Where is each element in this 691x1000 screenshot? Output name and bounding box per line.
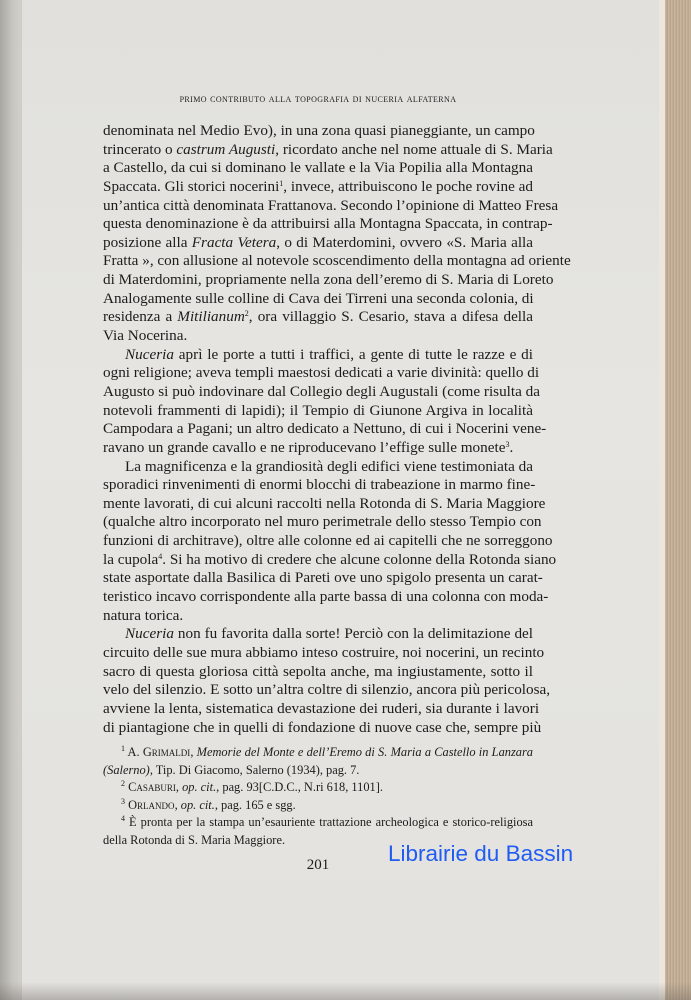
page-number: 201 (306, 857, 330, 873)
body-line (103, 663, 533, 682)
body-line (103, 308, 533, 327)
body-line (103, 196, 559, 216)
text-run: , pag. 93[C.D.C., N.ri 618, 1101]. (216, 780, 383, 795)
body-line (103, 271, 554, 290)
body-line (103, 494, 546, 514)
text-run: , (174, 797, 181, 812)
body-line (103, 215, 553, 234)
body-line (103, 178, 533, 197)
text-run: avviene la lenta, sistematica devastazione dei ruderi, sia durante i lavori (103, 699, 540, 717)
body-line (103, 159, 533, 178)
text-run: Orlando (128, 797, 175, 812)
body-line (103, 402, 533, 421)
text-run: a Castello, da cui si dominano le vallate e la Via Popilia alla Montagna (103, 159, 533, 177)
body-line (103, 681, 551, 700)
running-head (103, 93, 533, 105)
text-run: , pag. 165 e sgg. (214, 797, 296, 812)
text-run: un’antica città denominata Frattanova. Secondo l’opinione di Matteo Fresa (103, 196, 559, 214)
body-line (103, 569, 543, 588)
text-run: , (190, 745, 197, 759)
body-line (103, 420, 547, 439)
text-run: mente lavorati, di cui alcuni raccolti nella Rotonda di S. Maria Maggiore (103, 494, 546, 512)
text-run: . Si ha motivo di credere che alcune colonne della Rotonda siano (162, 550, 557, 568)
text-run: state asportate dalla Basilica di Pareti ove uno spigolo presenta un carat- (103, 569, 543, 587)
body-line (103, 718, 542, 738)
text-run: Casaburi (128, 780, 176, 795)
footnote-line (103, 814, 533, 832)
text-run: A. (125, 745, 143, 759)
body-line (103, 364, 540, 383)
footnotes (103, 744, 533, 850)
text-run: residenza a (103, 308, 178, 326)
text-run: (Salerno) (103, 762, 150, 777)
text-run: . (509, 438, 514, 456)
text-run: teristico incavo corrispondente alla parte bassa di una colonna con moda- (103, 588, 549, 606)
text-run: Spaccata. Gli storici nocerini (103, 177, 280, 195)
text-run: trincerato o (103, 140, 177, 158)
footnote-line (103, 762, 533, 780)
text-run: Grimaldi (142, 745, 191, 759)
footnote-ref: 1 (279, 178, 284, 188)
footnote-line (103, 797, 533, 815)
text-run: castrum Augusti (176, 140, 276, 158)
footnote-ref: 3 (505, 439, 510, 449)
footnote-ref: 2 (244, 309, 249, 319)
body-line (103, 513, 542, 532)
body-line (103, 252, 571, 271)
body-line (103, 346, 533, 365)
text-run: questa denominazione è da attribuirsi alla Montagna Spaccata, in contrap- (103, 215, 553, 233)
footnote-ref: 2 (121, 779, 125, 789)
text-run: sporadici rinvenimenti di enormi blocchi di trabeazione in marmo fine- (103, 476, 536, 494)
text-run: funzioni di architrave), oltre alle colonne ed ai capitelli che ne sorreggono (103, 532, 553, 550)
body-line (103, 439, 533, 458)
text-run: di Materdomini, propriamente nella zona dell’eremo di S. Maria di Loreto (103, 271, 554, 289)
text-run: notevoli frammenti di lapidi); il Tempio di Giunone Argiva in località (103, 401, 533, 419)
watermark-text: Librairie du Bassin (388, 841, 574, 866)
text-run: circuito delle sue mura abbiamo inteso costruire, noi nocerini, un recinto (103, 643, 545, 661)
text-run: Via Nocerina. (103, 327, 188, 345)
text-run: , invece, attribuiscono le poche rovine ad (283, 177, 533, 195)
text-run: , (175, 780, 183, 795)
text-run: Fracta Vetera (191, 233, 277, 251)
footnote-line (103, 779, 533, 797)
body-line (103, 643, 545, 663)
text-run: Analogamente sulle colline di Cava dei Tirreni una seconda colonia, di (103, 289, 534, 307)
body-line (103, 458, 533, 477)
text-run: , ora villaggio S. Cesario, stava a difesa della (248, 308, 533, 326)
text-run: velo del silenzio. E sotto un’altra coltre di silenzio, ancora più pericolosa, (103, 681, 551, 699)
text-run: Nuceria (125, 345, 174, 363)
body-line (103, 476, 536, 495)
body-line (103, 234, 533, 253)
body-line (103, 327, 533, 346)
text-run: È pronta per la stampa un’esauriente trattazione archeologica e storico-religiosa (125, 815, 533, 830)
text-run: Memorie del Monte e dell’Eremo di S. Maria a Castello in Lanzara (196, 745, 533, 759)
text-run: ravano un grande cavallo e ne riproducevano l’effige sulle monete (103, 438, 506, 456)
footnote-ref: 1 (121, 744, 125, 753)
text-run: op. cit. (180, 797, 215, 812)
footnote-ref: 4 (121, 814, 125, 824)
body-line (103, 550, 557, 570)
body-line (103, 140, 553, 160)
text-run: op. cit. (182, 780, 217, 795)
page-edges-stack (659, 0, 691, 1000)
running-head-text: primo contributo alla topografia di nuceria alfaterna (179, 93, 457, 105)
text-run: , o di Materdomini, ovvero «S. Maria alla (276, 233, 533, 251)
text-run: aprì le porte a tutti i traffici, a gente di tutte le razze e di (173, 345, 533, 363)
text-run: ogni religione; aveva templi maestosi dedicati a varie divinità: quello di (103, 364, 540, 382)
text-run: denominata nel Medio Evo), in una zona quasi pianeggiante, un campo (103, 122, 535, 139)
footnote-line (103, 744, 533, 762)
body-text (103, 122, 571, 737)
body-line (103, 699, 540, 719)
text-run: (qualche altro incorporato nel muro perimetrale dello stesso Tempio con (103, 513, 542, 531)
text-run: la cupola (103, 550, 159, 568)
text-run: Mitilianum (177, 308, 245, 326)
footnote-ref: 3 (121, 796, 125, 806)
body-line (103, 290, 533, 309)
text-run: posizione alla (103, 233, 192, 251)
text-run: non fu favorita dalla sorte! Perciò con la delimitazione del (173, 625, 533, 643)
body-line (103, 588, 549, 607)
text-run: La magnificenza e la grandiosità degli edifici viene testimoniata da (125, 457, 533, 475)
body-line (103, 532, 553, 551)
text-run: , ricordato anche nel nome attuale di S. Maria (275, 140, 553, 158)
text-run: , Tip. Di Giacomo, Salerno (1934), pag. 7. (149, 762, 360, 777)
text-run: della Rotonda di S. Maria Maggiore. (103, 832, 286, 847)
body-line (103, 625, 533, 644)
text-run: Campodara a Pagani; un altro dedicato a Nettuno, di cui i Nocerini vene- (103, 420, 547, 438)
text-run: Fratta », con allusione al notevole scoscendimento della montagna ad oriente (103, 252, 571, 270)
text-run: Augusto si può indovinare dal Collegio degli Augustali (come risulta da (103, 382, 540, 400)
text-run: sacro di questa gloriosa città sepolta anche, ma ingiustamente, sotto il (103, 662, 533, 680)
text-run: di piantagione che in quelli di fondazione di nuove case che, sempre più (103, 718, 542, 736)
bottom-shadow (0, 982, 691, 1000)
body-line (103, 122, 533, 141)
text-run: natura torica. (103, 606, 184, 624)
body-line (103, 607, 533, 626)
body-line (103, 382, 540, 402)
footnote-ref: 4 (158, 551, 163, 561)
text-run: Nuceria (125, 625, 174, 643)
